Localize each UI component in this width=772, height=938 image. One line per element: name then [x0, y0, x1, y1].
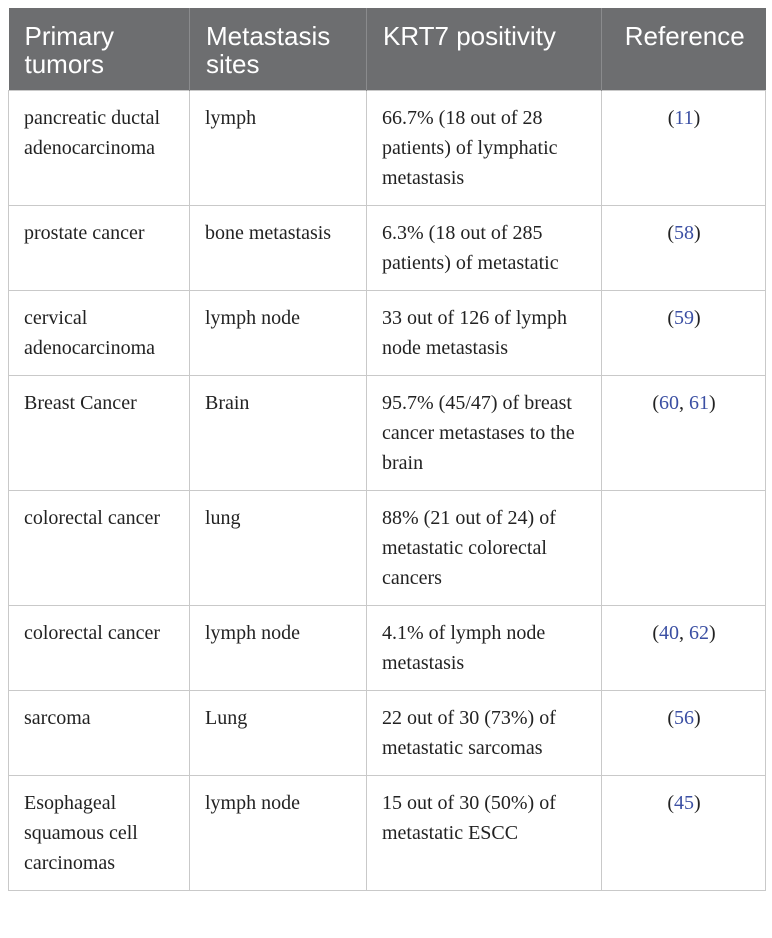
cell-metastasis-site: Lung: [190, 691, 367, 776]
cell-primary-tumor: colorectal cancer: [9, 491, 190, 606]
cell-krt7-positivity: 66.7% (18 out of 28 patients) of lymphatic metastasis: [367, 91, 602, 206]
citation-link[interactable]: 61: [689, 392, 709, 414]
cell-primary-tumor: Breast Cancer: [9, 376, 190, 491]
header-primary-tumors: Primary tumors: [9, 8, 190, 91]
cell-reference: (58): [602, 206, 766, 291]
cell-metastasis-site: lymph node: [190, 291, 367, 376]
header-krt7-positivity: KRT7 positivity: [367, 8, 602, 91]
citation-link[interactable]: 59: [674, 307, 694, 329]
citation-link[interactable]: 40: [659, 622, 679, 644]
citation-link[interactable]: 62: [689, 622, 709, 644]
header-reference: Reference: [602, 8, 766, 91]
cell-metastasis-site: Brain: [190, 376, 367, 491]
cell-reference: (11): [602, 91, 766, 206]
cell-primary-tumor: sarcoma: [9, 691, 190, 776]
cell-reference: (59): [602, 291, 766, 376]
table-row: [9, 691, 766, 776]
table-row: [9, 376, 766, 491]
citation-link[interactable]: 56: [674, 707, 694, 729]
citation-link[interactable]: 60: [659, 392, 679, 414]
header-metastasis-sites: Metastasis sites: [190, 8, 367, 91]
table-row: [9, 491, 766, 606]
cell-primary-tumor: prostate cancer: [9, 206, 190, 291]
cell-reference: (56): [602, 691, 766, 776]
table-header: [9, 8, 766, 91]
table-row: [9, 91, 766, 206]
table-row: [9, 291, 766, 376]
cell-reference: (60, 61): [602, 376, 766, 491]
citation-link[interactable]: 58: [674, 222, 694, 244]
table-row: [9, 206, 766, 291]
citation-link[interactable]: 11: [674, 107, 694, 129]
cell-reference: (40, 62): [602, 606, 766, 691]
table-body: [9, 91, 766, 891]
citation-link[interactable]: 45: [674, 792, 694, 814]
cell-krt7-positivity: 4.1% of lymph node metastasis: [367, 606, 602, 691]
cell-reference: (45): [602, 776, 766, 891]
cell-krt7-positivity: 6.3% (18 out of 285 patients) of metastatic: [367, 206, 602, 291]
cell-reference: [602, 491, 766, 606]
cell-krt7-positivity: 33 out of 126 of lymph node metastasis: [367, 291, 602, 376]
cell-krt7-positivity: 88% (21 out of 24) of metastatic colorectal cancers: [367, 491, 602, 606]
table-row: [9, 606, 766, 691]
cell-krt7-positivity: 22 out of 30 (73%) of metastatic sarcomas: [367, 691, 602, 776]
cell-primary-tumor: cervical adenocarcinoma: [9, 291, 190, 376]
krt7-metastasis-table: [8, 8, 766, 891]
cell-primary-tumor: pancreatic ductal adenocarcinoma: [9, 91, 190, 206]
cell-metastasis-site: bone metastasis: [190, 206, 367, 291]
cell-metastasis-site: lymph node: [190, 776, 367, 891]
cell-metastasis-site: lung: [190, 491, 367, 606]
cell-metastasis-site: lymph: [190, 91, 367, 206]
cell-primary-tumor: colorectal cancer: [9, 606, 190, 691]
cell-krt7-positivity: 95.7% (45/47) of breast cancer metastases to the brain: [367, 376, 602, 491]
cell-metastasis-site: lymph node: [190, 606, 367, 691]
cell-krt7-positivity: 15 out of 30 (50%) of metastatic ESCC: [367, 776, 602, 891]
table-row: [9, 776, 766, 891]
cell-primary-tumor: Esophageal squamous cell carcinomas: [9, 776, 190, 891]
